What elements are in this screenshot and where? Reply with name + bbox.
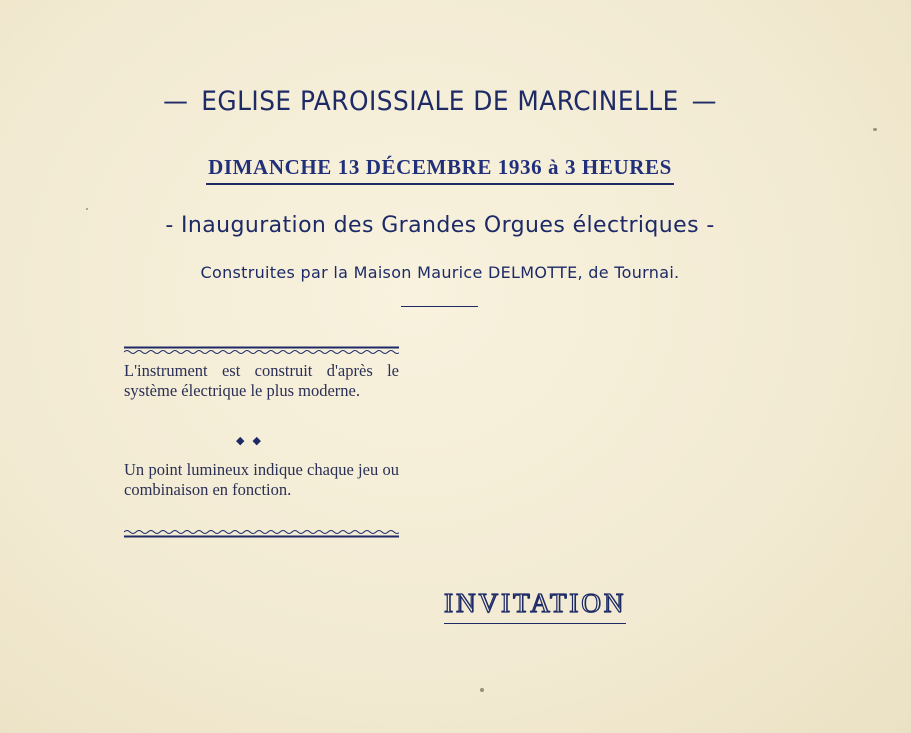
date-line-container [0,155,880,185]
paper-speck [86,208,88,210]
event-date: DIMANCHE 13 DÉCEMBRE 1936 à 3 HEURES [206,155,674,185]
title-dash-left: — [163,86,189,117]
invitation-label: INVITATION [444,588,626,624]
builder-line: Construites par la Maison Maurice DELMOTTE, de Tournai. [200,263,680,282]
note-paragraph-system: L'instrument est construit d'après le système électrique le plus moderne. [124,361,399,400]
divider-rule [401,306,478,307]
diamond-ornament-icon: ◆◆ [236,434,269,447]
paper-speck [873,128,877,131]
church-name: EGLISE PAROISSIALE DE MARCINELLE [201,86,679,117]
wavy-border-top [124,346,399,354]
church-title [35,86,845,117]
wavy-border-bottom [124,530,399,538]
note-paragraph-indicator: Un point lumineux indique chaque jeu ou combinaison en fonction. [124,460,399,499]
title-dash-right: — [691,86,717,117]
inauguration-line: - Inauguration des Grandes Orgues électriques - [165,213,715,238]
paper-speck [480,688,484,692]
